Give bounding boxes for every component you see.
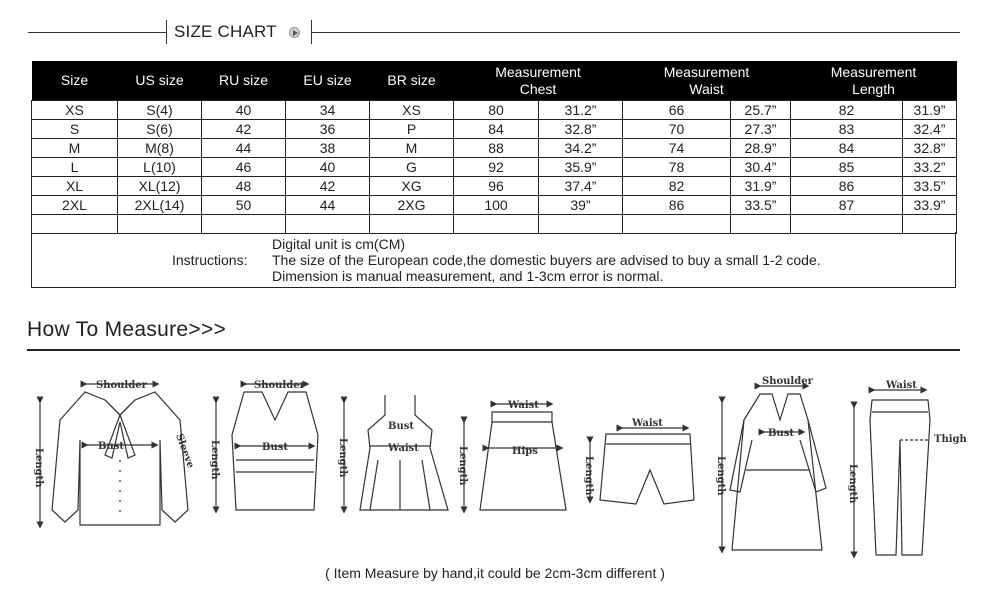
- table-cell: XS: [370, 101, 454, 120]
- table-cell: G: [370, 158, 454, 177]
- length-label: Length: [715, 456, 726, 496]
- table-cell: 48: [202, 177, 286, 196]
- measurement-footnote: ( Item Measure by hand,it could be 2cm-3cm different ): [325, 565, 665, 581]
- waist-label: Waist: [886, 380, 917, 391]
- table-cell: 78: [623, 158, 731, 177]
- instruction-line: Dimension is manual measurement, and 1-3cm error is normal.: [272, 268, 664, 284]
- table-cell: 33.2”: [903, 158, 957, 177]
- table-cell: 34.2”: [539, 139, 623, 158]
- skirt-diagram: [457, 400, 566, 510]
- column-header: RU size: [202, 61, 286, 101]
- table-cell: [539, 215, 623, 234]
- coat-diagram: [715, 376, 826, 550]
- table-cell: 34: [286, 101, 370, 120]
- table-cell: 39”: [539, 196, 623, 215]
- table-cell: [791, 215, 903, 234]
- table-cell: [731, 215, 791, 234]
- instruction-line: Digital unit is cm(CM): [272, 236, 406, 252]
- column-header: EU size: [286, 61, 370, 101]
- table-cell: 80: [454, 101, 539, 120]
- trousers-diagram: [847, 380, 968, 555]
- table-cell: 33.5”: [903, 177, 957, 196]
- play-arrow-icon: [289, 27, 300, 38]
- table-cell: 84: [791, 139, 903, 158]
- table-cell: 44: [286, 196, 370, 215]
- table-cell: 66: [623, 101, 731, 120]
- table-cell: 84: [454, 120, 539, 139]
- table-cell: 83: [791, 120, 903, 139]
- header-rule-left: [28, 32, 166, 33]
- sleeve-label: Sleeve: [173, 432, 196, 470]
- bust-label: Bust: [388, 421, 414, 432]
- shoulder-label: Shoulder: [762, 376, 813, 387]
- table-cell: 42: [286, 177, 370, 196]
- table-cell: 31.9”: [903, 101, 957, 120]
- table-cell: XS: [32, 101, 118, 120]
- table-row: [32, 177, 957, 196]
- table-cell: M: [32, 139, 118, 158]
- table-cell: [903, 215, 957, 234]
- table-cell: 86: [623, 196, 731, 215]
- column-header-length: Measurement Length: [791, 61, 957, 101]
- table-row: [32, 101, 957, 120]
- waist-label: Waist: [388, 443, 419, 454]
- table-cell: [118, 215, 202, 234]
- table-cell: 27.3”: [731, 120, 791, 139]
- table-cell: 2XL(14): [118, 196, 202, 215]
- instructions-label: Instructions:: [172, 252, 248, 268]
- table-body: [32, 101, 957, 234]
- table-cell: 88: [454, 139, 539, 158]
- waist-label: Waist: [632, 418, 663, 429]
- measurement-diagrams: [0, 360, 990, 560]
- table-cell: [454, 215, 539, 234]
- table-cell: P: [370, 120, 454, 139]
- table-cell: 82: [791, 101, 903, 120]
- table-cell: 50: [202, 196, 286, 215]
- bust-label: Bust: [262, 442, 288, 453]
- instruction-line: The size of the European code,the domestic buyers are advised to buy a small 1-2 code.: [272, 252, 821, 268]
- table-cell: 33.5”: [731, 196, 791, 215]
- table-cell: 31.2”: [539, 101, 623, 120]
- waist-label: Waist: [508, 400, 539, 411]
- thigh-label: Thigh: [934, 434, 967, 445]
- table-cell: 2XL: [32, 196, 118, 215]
- table-cell: [202, 215, 286, 234]
- table-cell: 85: [791, 158, 903, 177]
- table-row: [32, 139, 957, 158]
- length-label: Length: [337, 438, 348, 478]
- length-label: Length: [847, 464, 858, 504]
- size-chart-table: [31, 61, 957, 234]
- tank-top-diagram: [209, 380, 318, 510]
- table-cell: S(4): [118, 101, 202, 120]
- table-cell: 33.9”: [903, 196, 957, 215]
- shoulder-label: Shoulder: [254, 380, 305, 391]
- instructions-box: [31, 232, 956, 288]
- table-cell: 44: [202, 139, 286, 158]
- size-chart-title: SIZE CHART: [174, 22, 277, 41]
- table-header-row: [32, 61, 957, 101]
- column-header: US size: [118, 61, 202, 101]
- table-cell: 36: [286, 120, 370, 139]
- table-cell: 46: [202, 158, 286, 177]
- table-cell: 42: [202, 120, 286, 139]
- table-row: [32, 196, 957, 215]
- header-divider: [166, 20, 167, 44]
- table-cell: M(8): [118, 139, 202, 158]
- length-label: Length: [33, 448, 44, 488]
- table-cell: L(10): [118, 158, 202, 177]
- table-cell: XL: [32, 177, 118, 196]
- table-row: [32, 120, 957, 139]
- table-cell: 86: [791, 177, 903, 196]
- table-cell: 70: [623, 120, 731, 139]
- table-cell: 74: [623, 139, 731, 158]
- table-cell: 40: [286, 158, 370, 177]
- table-cell: M: [370, 139, 454, 158]
- table-cell: 40: [202, 101, 286, 120]
- table-cell: S(6): [118, 120, 202, 139]
- table-cell: 37.4”: [539, 177, 623, 196]
- bust-label: Bust: [768, 428, 794, 439]
- column-header-waist: Measurement Waist: [623, 61, 791, 101]
- section-rule: [27, 349, 960, 351]
- column-header: Size: [32, 61, 118, 101]
- table-cell: 35.9”: [539, 158, 623, 177]
- table-cell: 92: [454, 158, 539, 177]
- dress-diagram: [337, 395, 448, 510]
- shoulder-label: Shoulder: [96, 380, 147, 391]
- table-row-empty: [32, 215, 957, 234]
- length-label: Length: [457, 446, 468, 486]
- length-label: Length: [209, 440, 220, 480]
- table-cell: 25.7”: [731, 101, 791, 120]
- table-cell: 31.9”: [731, 177, 791, 196]
- shorts-diagram: [583, 418, 694, 504]
- table-row: [32, 158, 957, 177]
- table-cell: L: [32, 158, 118, 177]
- how-to-measure-title: How To Measure>>>: [27, 318, 227, 341]
- table-cell: 87: [791, 196, 903, 215]
- table-cell: 28.9”: [731, 139, 791, 158]
- table-cell: 82: [623, 177, 731, 196]
- table-cell: [286, 215, 370, 234]
- bust-label: Bust: [98, 441, 124, 452]
- instructions-text: [272, 236, 821, 284]
- table-cell: [32, 215, 118, 234]
- table-cell: 30.4”: [731, 158, 791, 177]
- table-cell: [623, 215, 731, 234]
- length-label: Length: [583, 456, 594, 496]
- table-cell: 100: [454, 196, 539, 215]
- table-cell: XL(12): [118, 177, 202, 196]
- table-cell: 32.8”: [539, 120, 623, 139]
- header-rule-right: [312, 32, 960, 33]
- column-header-chest: Measurement Chest: [454, 61, 623, 101]
- table-cell: 96: [454, 177, 539, 196]
- hips-label: Hips: [512, 446, 538, 457]
- blouse-diagram: [33, 380, 196, 525]
- table-cell: XG: [370, 177, 454, 196]
- table-cell: S: [32, 120, 118, 139]
- table-cell: 32.4”: [903, 120, 957, 139]
- table-cell: 2XG: [370, 196, 454, 215]
- table-cell: 32.8”: [903, 139, 957, 158]
- table-cell: 38: [286, 139, 370, 158]
- table-cell: [370, 215, 454, 234]
- column-header: BR size: [370, 61, 454, 101]
